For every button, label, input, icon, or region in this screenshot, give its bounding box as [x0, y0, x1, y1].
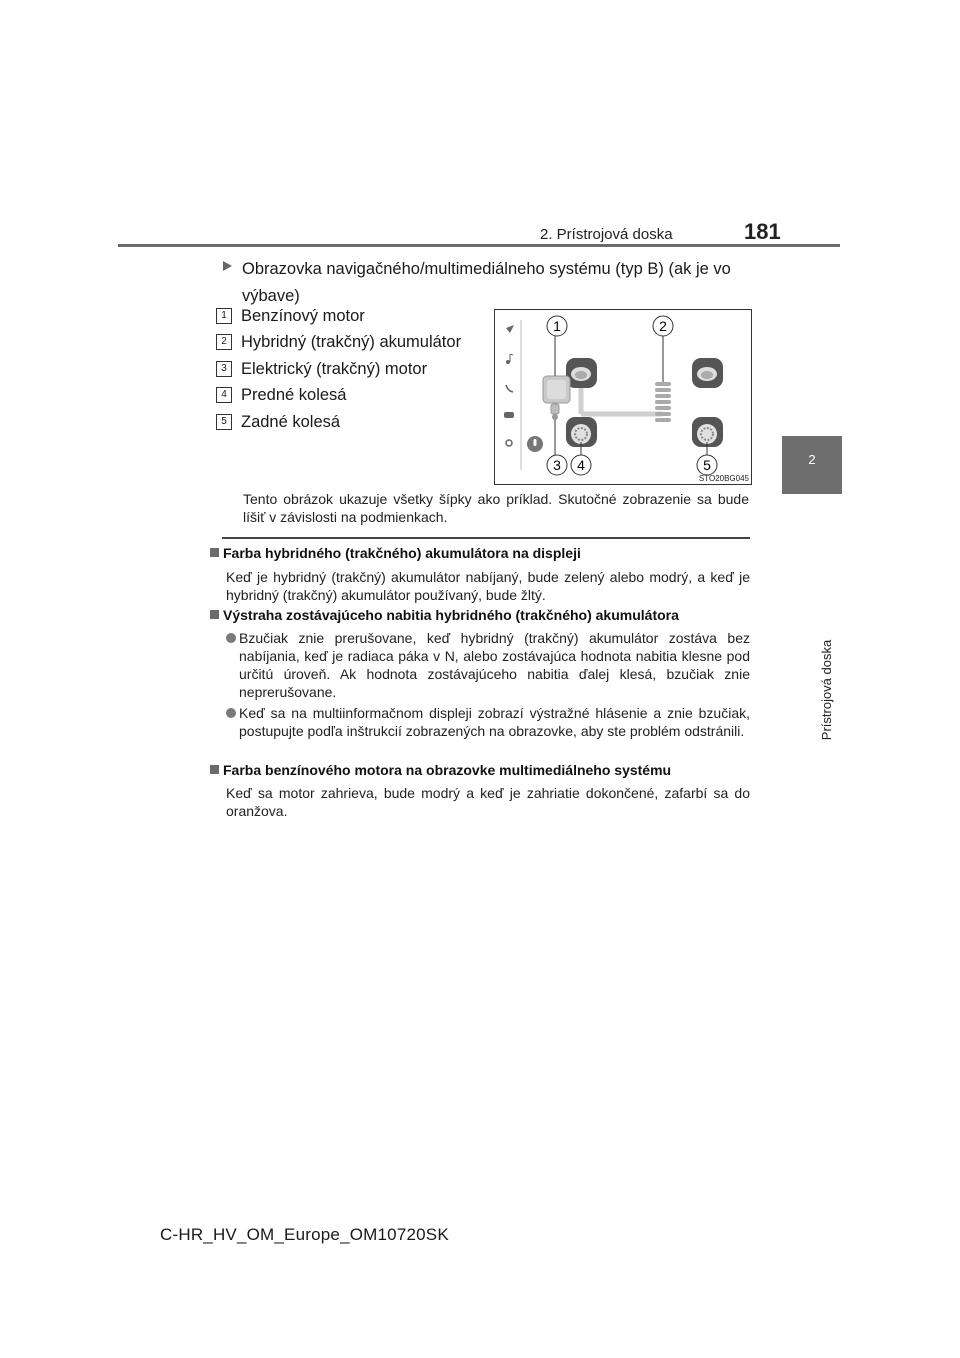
- callout-4-label: 4: [577, 457, 585, 473]
- section-paragraph: Keď sa motor zahrieva, bude modrý a keď je zahriatie dokončené, zafarbí sa do oranžova.: [226, 785, 750, 819]
- energy-monitor-illustration: [495, 310, 751, 484]
- bullet-text: Keď sa na multiinformačnom displeji zobrazí výstražné hlásenie a znie bzučiak, postupujte podľa inštrukcií zobrazených na obrazovke, aby ste problém odstránili.: [239, 705, 750, 739]
- gasoline-engine: [543, 376, 570, 403]
- bullet-text: Bzučiak znie prerušovane, keď hybridný (trakčný) akumulátor zostáva bez nabíjania, keď je radiaca páka v N, alebo zostávajúca hodnota nabitia klesne pod určitú úroveň. Ak hodnota zostávajúceho nabitia ďalej klesá, bzučiak znie neprerušovane.: [239, 630, 750, 700]
- callout-3-label: 3: [553, 457, 561, 473]
- legend-label: Zadné kolesá: [241, 413, 341, 431]
- section-title-text: Farba hybridného (trakčného) akumulátora na displeji: [223, 545, 581, 561]
- callout-5-label: 5: [703, 457, 711, 473]
- legend-number-badge: 1: [216, 308, 232, 324]
- section-title: [210, 607, 679, 623]
- header-section-title: 2. Prístrojová doska: [540, 226, 673, 243]
- figure-caption: Tento obrázok ukazuje všetky šípky ako príklad. Skutočné zobrazenie sa bude líšiť v závislosti na podmienkach.: [243, 491, 749, 525]
- chapter-tab-label-wrap: [782, 510, 842, 741]
- section-paragraph: Keď je hybridný (trakčný) akumulátor nabíjaný, bude zelený alebo modrý, a keď je hybridný (trakčný) akumulátor používaný, bude žltý.: [226, 569, 750, 603]
- electric-motor: [551, 404, 559, 420]
- callout-2-label: 2: [659, 318, 667, 334]
- square-bullet-icon: [210, 610, 219, 619]
- legend-number-badge: 5: [216, 414, 232, 430]
- section-title-text: Farba benzínového motora na obrazovke multimediálneho systému: [223, 762, 672, 778]
- square-bullet-icon: [210, 548, 219, 557]
- microphone-icon: [527, 436, 543, 452]
- document-footer: C-HR_HV_OM_Europe_OM10720SK: [160, 1225, 449, 1244]
- legend-label: Benzínový motor: [241, 307, 365, 325]
- round-bullet-icon: [226, 633, 236, 643]
- navigation-arrow-icon: [506, 325, 514, 333]
- hybrid-battery: [655, 382, 671, 422]
- legend-label: Elektrický (trakčný) motor: [241, 360, 428, 378]
- bullet-item: [226, 704, 750, 740]
- page-number: 181: [744, 219, 781, 244]
- gear-icon: [506, 440, 512, 446]
- legend-item: [216, 331, 461, 353]
- header-divider: [118, 244, 840, 247]
- legend-item: [216, 411, 340, 433]
- bullet-item: [226, 629, 750, 701]
- legend-number-badge: 3: [216, 361, 232, 377]
- legend-item: [216, 358, 427, 380]
- callout-1-label: 1: [553, 318, 561, 334]
- figure-code: STO20BG045: [698, 474, 749, 483]
- triangle-arrow-icon: [222, 260, 233, 272]
- square-bullet-icon: [210, 765, 219, 774]
- round-bullet-icon: [226, 708, 236, 718]
- legend-label: Predné kolesá: [241, 386, 347, 404]
- section-divider: [222, 537, 750, 539]
- music-icon: [506, 354, 513, 364]
- section-title: [210, 762, 671, 778]
- chapter-tab-number: 2: [808, 452, 816, 467]
- intro-text: Obrazovka navigačného/multimediálneho systému (typ B) (ak je vo výbave): [242, 260, 731, 305]
- front-left-wheel: [566, 358, 597, 388]
- rear-right-wheel: [692, 358, 723, 388]
- energy-monitor-figure: [494, 309, 752, 485]
- legend-number-badge: 2: [216, 334, 232, 350]
- section-title-text: Výstraha zostávajúceho nabitia hybridného (trakčného) akumulátora: [223, 607, 679, 623]
- legend-number-badge: 4: [216, 387, 232, 403]
- intro-heading: [222, 256, 752, 310]
- section-title: [210, 545, 581, 561]
- chapter-tab-label: Prístrojová doska: [819, 639, 834, 741]
- phone-icon: [506, 385, 513, 392]
- car-icon: [504, 412, 514, 418]
- legend-label: Hybridný (trakčný) akumulátor: [241, 333, 462, 351]
- legend-item: [216, 384, 347, 406]
- legend-item: [216, 305, 365, 327]
